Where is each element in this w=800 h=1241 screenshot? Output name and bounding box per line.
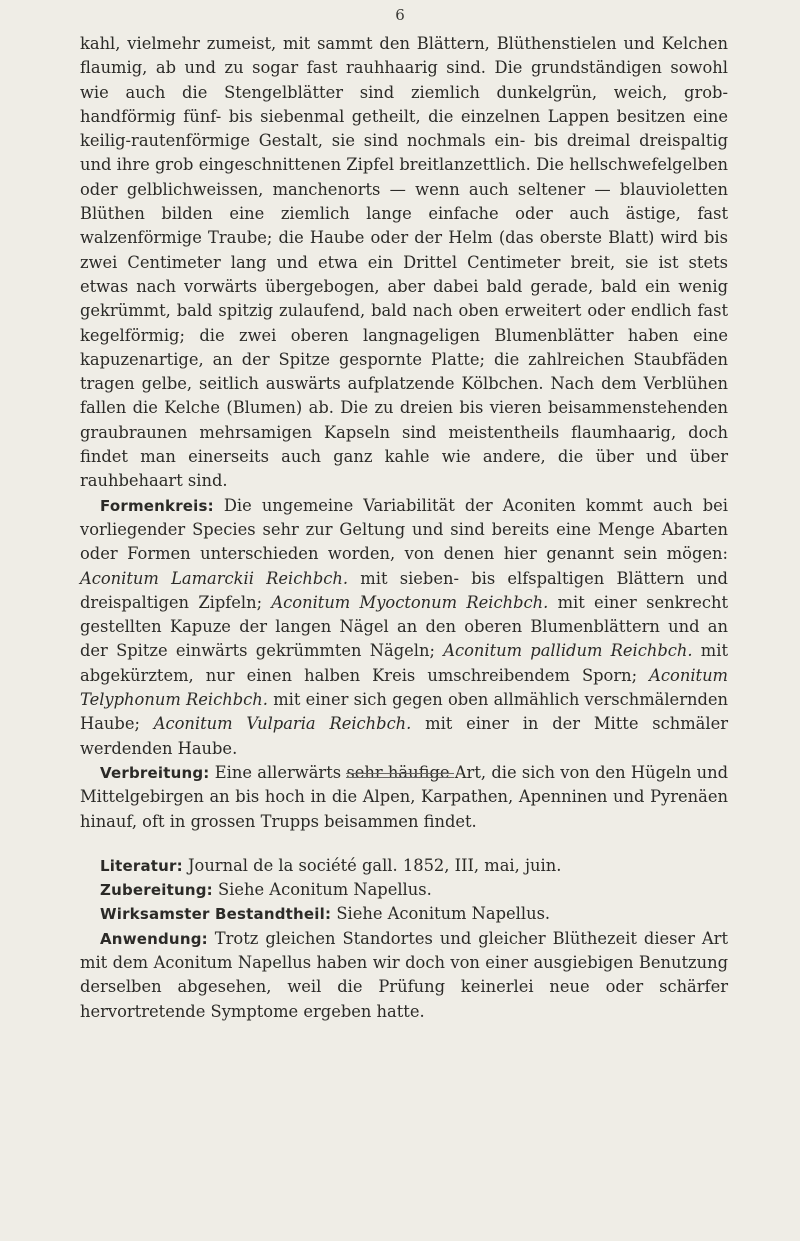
- formenkreis-text-5: mit einer sich gegen oben allmählich verschmälernden Haube;: [80, 690, 729, 734]
- anwendung-heading: Anwendung:: [100, 929, 208, 948]
- bestandtheil-heading: Wirksamster Bestandtheil:: [100, 905, 332, 924]
- page-body: [80, 32, 728, 1024]
- end-rule-top: [346, 773, 454, 774]
- intro-paragraph: kahl, vielmehr zumeist, mit sammt den Blättern, Blüthenstielen und Kelchen flaumig, ab und zu sogar fast rauhhaarig sind. Die grundständigen sowohl wie auch die Stengelblätter sind ziemlich dunkelgrün, weich, grob-handförmig fünf- bis siebenmal getheilt, die einzelnen Lappen besitzen eine keilig-rautenförmige Gestalt, sie sind nochmals ein- bis dreimal dreispaltig und ihre grob eingeschnittenen Zipfel breitlanzettlich. Die hellschwefelgelben oder gelblichweissen, manchenorts — wenn auch seltener — blauvioletten Blüthen bilden eine ziemlich lange einfache oder auch ästige, fast walzenförmige Traube; die Haube oder der Helm (das oberste Blatt) wird bis zwei Centimeter lang und etwa ein Drittel Centimeter breit, sie ist stets etwas nach vorwärts übergebogen, aber dabei bald gerade, bald ein wenig gekrümmt, bald spitzig zulaufend, bald nach oben erweitert oder endlich fast kegelförmig; die zwei oberen langnageligen Blumenblätter haben eine kapuzenartige, an der Spitze gespornte Platte; die zahlreichen Staubfäden tragen gelbe, seitlich auswärts aufplatzende Kölbchen. Nach dem Verblühen fallen die Kelche (Blumen) ab. Die zu dreien bis vieren beisammenstehenden graubraunen mehrsamigen Kapseln sind meistentheils flaumhaarig, doch findet man einerseits auch ganz kahle wie andere, die über und über rauhbehaart sind.: [80, 34, 728, 491]
- formenkreis-paragraph: [80, 494, 728, 761]
- species-telyphonum: Aconitum Telyphonum Reichbch.: [80, 665, 728, 710]
- bestandtheil-paragraph: [80, 902, 728, 926]
- zubereitung-text: Siehe Aconitum Napellus.: [212, 880, 432, 900]
- species-vulparia: Aconitum Vulparia Reichbch.: [153, 714, 412, 734]
- anwendung-text: Trotz gleichen Standortes und gleicher Blüthezeit dieser Art mit dem Aconitum Napellus haben wir doch von einer ausgiebigen Benutzung derselben abgesehen, weil die Prüfung keinerlei neue oder schärfer hervortretende Symptome ergeben hatte.: [80, 928, 728, 1021]
- species-myoctonum: Aconitum Myoctonum Reichbch.: [271, 592, 549, 612]
- page-number: 6: [395, 6, 405, 24]
- formenkreis-text-3: mit einer senkrecht gestellten Kapuze der langen Nägel an den oberen Blumenblättern und an der Spitze einwärts gekrümmten Nägeln;: [80, 592, 728, 661]
- formenkreis-heading: Formenkreis:: [100, 496, 214, 515]
- end-rule-bottom: [346, 777, 454, 778]
- zubereitung-heading: Zubereitung:: [100, 881, 213, 900]
- formenkreis-text-1: Die ungemeine Variabilität der Aconiten kommt auch bei vorliegender Species sehr zur Geltung und sind bereits eine Menge Abarten oder Formen unterschieden worden, von denen hier genannt sein mögen:: [80, 495, 728, 564]
- zubereitung-paragraph: [80, 878, 728, 902]
- formenkreis-text-6: mit einer in der Mitte schmäler werdenden Haube.: [80, 714, 728, 758]
- bestandtheil-text: Siehe Aconitum Napellus.: [331, 904, 551, 924]
- literatur-heading: Literatur:: [100, 856, 183, 875]
- literatur-text: Journal de la société gall. 1852, III, mai, juin.: [182, 855, 562, 875]
- section-gap: [80, 834, 728, 854]
- formenkreis-text-2: mit sieben- bis elfspaltigen Blättern und dreispaltigen Zipfeln;: [80, 568, 728, 612]
- literatur-paragraph: [80, 854, 728, 878]
- anwendung-paragraph: [80, 927, 728, 1024]
- verbreitung-heading: Verbreitung:: [100, 763, 210, 782]
- verbreitung-text: Eine allerwärts sehr häufige Art, die sich von den Hügeln und Mittelgebirgen an bis hoch in die Alpen, Karpathen, Apenninen und Pyrenäen hinauf, oft in grossen Trupps beisammen findet.: [80, 762, 728, 831]
- species-pallidum: Aconitum pallidum Reichbch.: [443, 641, 693, 661]
- verbreitung-paragraph: [80, 761, 728, 834]
- species-lamarckii: Aconitum Lamarckii Reichbch.: [80, 568, 349, 588]
- formenkreis-text-4: mit abgekürztem, nur einen halben Kreis umschreibendem Sporn;: [80, 641, 728, 685]
